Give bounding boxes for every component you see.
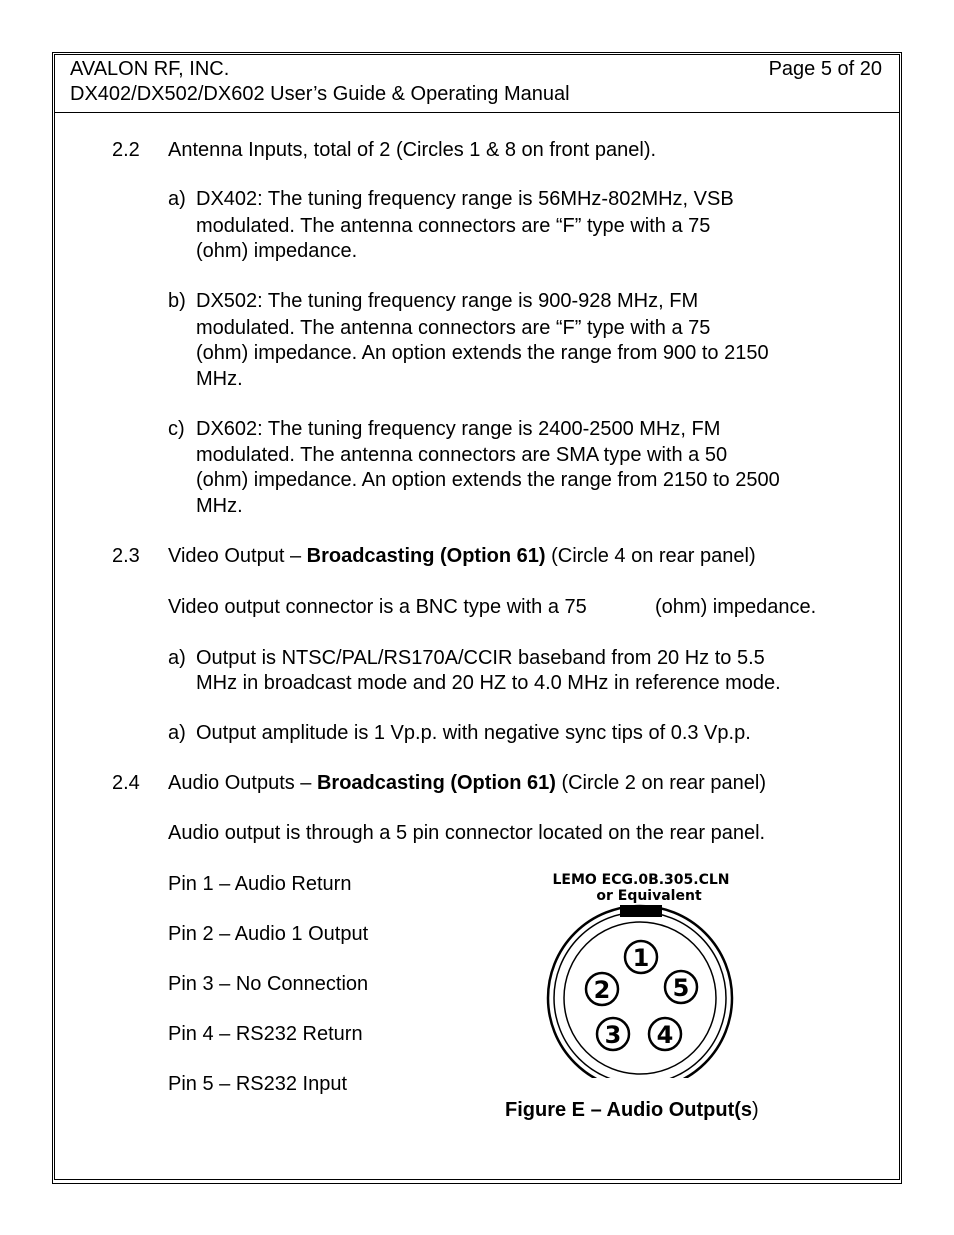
figure-label-line-1: LEMO ECG.0B.305.CLN	[552, 872, 730, 888]
pin-3-description: Pin 3 – No Connection	[168, 973, 369, 995]
video-item-a-line-1: Output is NTSC/PAL/RS170A/CCIR baseband from 20 Hz to 5.5	[196, 647, 765, 669]
item-b-line-3: (ohm) impedance. An option extends the range from 900 to 2150	[196, 342, 769, 364]
item-c-line-2: modulated. The antenna connectors are SMA type with a 50	[196, 444, 728, 466]
pin-1-number: 1	[632, 944, 650, 972]
connector-key-notch	[620, 905, 662, 917]
pin-1-description: Pin 1 – Audio Return	[168, 873, 352, 895]
item-a-line-3: (ohm) impedance.	[196, 240, 358, 262]
connector-middle-ring	[554, 912, 726, 1078]
pin-5-number: 5	[672, 974, 690, 1002]
audio-output-intro: Audio output is through a 5 pin connector located on the rear panel.	[168, 822, 766, 844]
item-b-line-4: MHz.	[196, 368, 243, 390]
section-2-4-title: Audio Outputs – Broadcasting (Option 61) (Circle 2 on rear panel)	[168, 772, 766, 794]
figure-label-line-2: or Equivalent	[596, 888, 702, 904]
item-b-line-2: modulated. The antenna connectors are “F” type with a 75	[196, 317, 711, 339]
item-c-label: c)	[168, 418, 185, 440]
item-b-label: b)	[168, 290, 186, 312]
header-manual-title: DX402/DX502/DX602 User’s Guide & Operating Manual	[70, 83, 570, 105]
video-item-a-label: a)	[168, 647, 186, 669]
pin-2-number: 2	[593, 976, 611, 1004]
video-item-a2-label: a)	[168, 722, 186, 744]
item-a-line-2: modulated. The antenna connectors are “F” type with a 75	[196, 215, 711, 237]
header-rule	[55, 112, 900, 113]
connector-outer-ring	[548, 906, 732, 1078]
video-item-a2-text: Output amplitude is 1 Vp.p. with negative sync tips of 0.3 Vp.p.	[196, 722, 751, 744]
pin-4-description: Pin 4 – RS232 Return	[168, 1023, 363, 1045]
item-c-line-3: (ohm) impedance. An option extends the range from 2150 to 2500	[196, 469, 780, 491]
section-2-3-number: 2.3	[112, 545, 140, 567]
section-2-4-number: 2.4	[112, 772, 140, 794]
item-c-line-1: DX602: The tuning frequency range is 2400-2500 MHz, FM	[196, 418, 721, 440]
pin-5-description: Pin 5 – RS232 Input	[168, 1073, 348, 1095]
item-a-label: a)	[168, 188, 186, 210]
header-company: AVALON RF, INC.	[70, 58, 230, 80]
item-c-line-4: MHz.	[196, 495, 243, 517]
section-2-2-title: Antenna Inputs, total of 2 (Circles 1 & 8 on front panel).	[168, 139, 657, 161]
header-page-number: Page 5 of 20	[768, 58, 882, 80]
pin-2-description: Pin 2 – Audio 1 Output	[168, 923, 369, 945]
video-output-intro-impedance: (ohm) impedance.	[655, 596, 817, 618]
section-2-3-title: Video Output – Broadcasting (Option 61) (Circle 4 on rear panel)	[168, 545, 756, 567]
lemo-connector-diagram	[540, 868, 750, 1078]
item-a-line-1: DX402: The tuning frequency range is 56MHz-802MHz, VSB	[196, 188, 734, 210]
pin-3-number: 3	[604, 1021, 622, 1049]
section-2-2-number: 2.2	[112, 139, 140, 161]
pin-4-number: 4	[656, 1021, 674, 1049]
item-b-line-1: DX502: The tuning frequency range is 900-928 MHz, FM	[196, 290, 699, 312]
video-output-intro: Video output connector is a BNC type with a 75	[168, 596, 587, 618]
figure-caption: Figure E – Audio Output(s)	[505, 1099, 759, 1121]
video-item-a-line-2: MHz in broadcast mode and 20 HZ to 4.0 MHz in reference mode.	[196, 672, 781, 694]
